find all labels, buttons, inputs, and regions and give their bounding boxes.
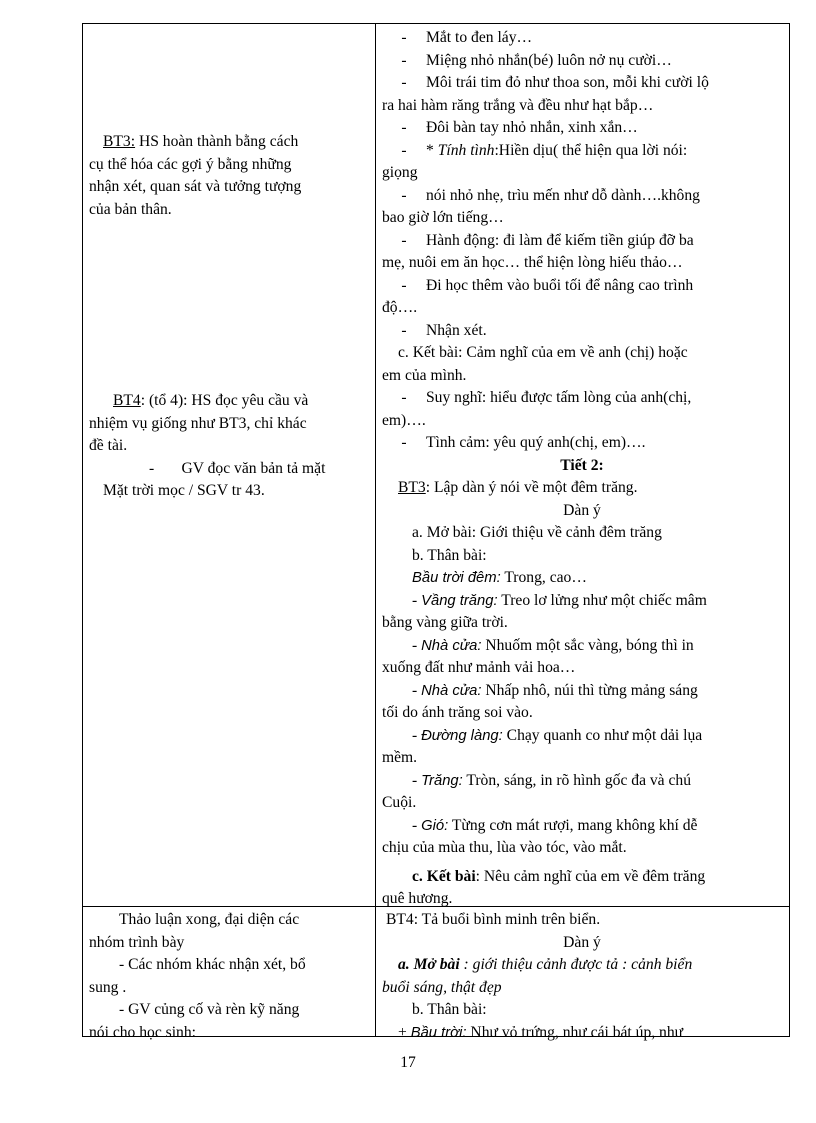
left-cell-bt3: BT3: HS hoàn thành bằng cách cụ thể hóa các gợi ý bằng những nhận xét, quan sát và tưởng tượng của bản thân. (89, 133, 302, 218)
left-cell-discussion: Thảo luận xong, đại diện các nhóm trình bày - Các nhóm khác nhận xét, bổ sung . - GV củng cố và rèn kỹ năng nói cho học sinh: (89, 911, 306, 1041)
lesson-table (82, 23, 790, 1041)
list-item: - Nhận xét. (401, 321, 487, 339)
section-heading: Tiết 2: (560, 456, 604, 474)
list-item: - * Tính tình:Hiền dịu( thể hiện qua lời nói: (401, 141, 688, 159)
left-cell-bt4: BT4: (tổ 4): HS đọc yêu cầu và nhiệm vụ giống như BT3, chỉ khác đề tài. - GV đọc văn bản tả mặt Mặt trời mọc / SGV tr 43. (89, 392, 326, 499)
column-divider (375, 24, 376, 1036)
page-number: 17 (400, 1054, 416, 1071)
list-item: - Đi học thêm vào buổi tối để nâng cao trình (401, 276, 694, 294)
right-cell-bt4: BT4: Tả buổi bình minh trên biển. Dàn ý a. Mở bài : giới thiệu cảnh được tả : cảnh biển buổi sáng, thật đẹp b. Thân bài: + Bầu trời: Như vỏ trứng, như cái bát úp, như (382, 911, 693, 1041)
right-cell-outline: - Mắt to đen láy… - Miệng nhỏ nhắn(bé) luôn nở nụ cười… - Môi trái tim đỏ như thoa son, mỗi khi cười lộ ra hai hàm răng trắng và đều như hạt bắp… - Đôi bàn tay nhỏ nhắn, xinh xắn… - * Tính tình:Hiền dịu( thể hiện qua lời nói: giọng - nói nhỏ nhẹ, trìu mến như dỗ dành….không bao giờ lớn tiếng… - Hành động: đi làm để kiếm tiền giúp đỡ ba mẹ, nuôi em ăn học… thể hiện lòng hiếu thảo… - Đi học thêm vào buổi tối để nâng cao trình độ…. - Nhận xét. c. Kết bài: Cảm nghĩ của em về anh (chị) hoặc em của mình. - Suy nghĩ: hiểu được tấm lòng của anh(chị, em)…. - Tình cảm: yêu quý anh(chị, em)…. Tiết 2: BT3: Lập dàn ý nói về một đêm trăng. Dàn ý a. Mở bài: Giới thiệu về cảnh đêm trăng b. Thân bài: Bầu trời đêm: Trong, cao… - Vầng trăng: Treo lơ lửng như một chiếc mâm bằng vàng giữa trời. - Nhà cửa: Nhuốm một sắc vàng, bóng thì in xuống đất như mảnh vải hoa… - Nhà cửa: Nhấp nhô, núi thì từng mảng sáng tối do ánh trăng soi vào. - Đường làng: Chạy quanh co như một dải lụa mềm. - Trăng: Tròn, sáng, in rõ hình gốc đa và chú Cuội. - Gió: Từng cơn mát rượi, mang không khí dễ chịu của mùa thu, lùa vào tóc, vào mắt. c. Kết bài: Nêu cảm nghĩ của em về đêm trăng quê hương. (382, 27, 782, 911)
list-item: - Mắt to đen láy… (401, 29, 533, 46)
list-item: - Suy nghĩ: hiểu được tấm lòng của anh(chị, (401, 389, 692, 406)
list-item: - Miệng nhỏ nhắn(bé) luôn nở nụ cười… (401, 51, 672, 69)
list-item: - Hành động: đi làm để kiếm tiền giúp đỡ ba (401, 231, 694, 249)
bt3-label: BT3: (103, 133, 136, 150)
list-item: - Tình cảm: yêu quý anh(chị, em)…. (401, 434, 646, 451)
list-item: - Môi trái tim đỏ như thoa son, mỗi khi cười lộ (401, 74, 709, 91)
list-item: - nói nhỏ nhẹ, trìu mến như dỗ dành….không (401, 186, 700, 204)
bt4-label: BT4 (113, 392, 141, 409)
list-item: - Đôi bàn tay nhỏ nhắn, xinh xắn… (401, 119, 638, 136)
